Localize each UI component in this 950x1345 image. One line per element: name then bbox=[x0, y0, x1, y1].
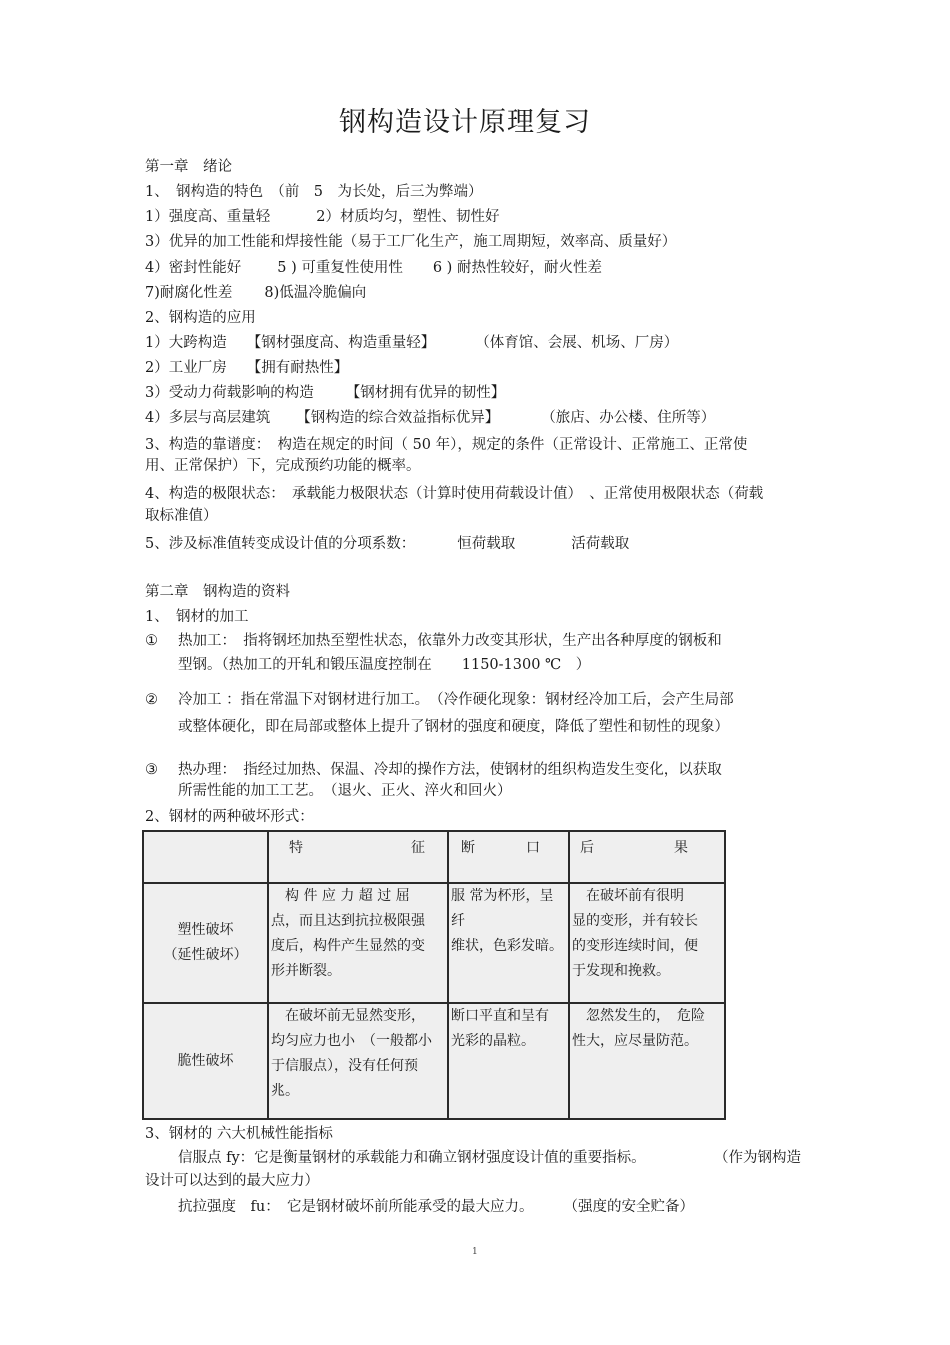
table-row-name bbox=[143, 1003, 268, 1119]
cell-line: 形并断裂。 bbox=[271, 963, 341, 979]
header-char: 特 bbox=[289, 840, 303, 856]
table-cell-feature bbox=[268, 883, 448, 1003]
text-span: 【拥有耐热性】 bbox=[246, 360, 349, 376]
row-sublabel: （延性破坏） bbox=[163, 947, 248, 963]
text-line: 所需性能的加工工艺。 （退火、正火、淬火和回火） bbox=[178, 783, 512, 799]
table-header-result bbox=[569, 831, 725, 883]
text-span: 4）多层与高层建筑 bbox=[145, 410, 271, 426]
text-span: 5、涉及标准值转变成设计值的分项系数： bbox=[145, 536, 416, 552]
text-line bbox=[178, 655, 590, 675]
cell-line: 服 常为杯形，呈纤 bbox=[451, 888, 554, 929]
text-span: （旅店、办公楼、住所等） bbox=[541, 410, 716, 426]
cell-line: 显的变形，并有较长 bbox=[572, 913, 698, 929]
text-line bbox=[145, 358, 348, 378]
text-line: 2、钢构造的应用 bbox=[145, 310, 256, 326]
text-line: 3）优异的加工性能和焊接性能（易于工厂化生产，施工周期短，效率高、质量好） bbox=[145, 234, 677, 250]
cell-line: 光彩的晶粒。 bbox=[451, 1033, 535, 1049]
text-span: 【钢材拥有优异的韧性】 bbox=[345, 385, 506, 401]
text-line bbox=[145, 534, 629, 554]
header-char: 口 bbox=[526, 840, 540, 856]
failure-modes-table bbox=[142, 830, 724, 1120]
text-line: （作为钢构造 bbox=[714, 1150, 801, 1166]
header-char: 果 bbox=[674, 840, 688, 856]
text-span: 【钢材强度高、构造重量轻】 bbox=[246, 335, 436, 351]
text-line: 信服点 fy：它是衡量钢材的承载能力和确立钢材强度设计值的重要指标。 bbox=[178, 1150, 646, 1166]
cell-line: 均匀应力也小 （一般都小 bbox=[271, 1033, 432, 1049]
text-span: 1）强度高、重量轻 bbox=[145, 209, 271, 225]
table-header-corner bbox=[143, 831, 268, 883]
text-span: （强度的安全贮备） bbox=[563, 1199, 694, 1215]
text-line bbox=[145, 258, 602, 278]
cell-line: 在破坏前有很明 bbox=[572, 888, 684, 904]
chapter-2-heading: 第二章 钢构造的资料 bbox=[145, 584, 290, 600]
text-span: 2）材质均匀，塑性、韧性好 bbox=[316, 209, 500, 225]
cell-line: 维状，色彩发暗。 bbox=[451, 938, 563, 954]
text-line: 2、钢材的两种破坏形式： bbox=[145, 809, 314, 825]
text-line: 1、 钢构造的特色 （前 5 为长处，后三为弊端） bbox=[145, 184, 483, 200]
page-number: 1 bbox=[472, 1247, 478, 1257]
table-header-feature bbox=[268, 831, 448, 883]
text-span: 型钢。（热加工的开轧和锻压温度控制在 bbox=[178, 657, 432, 673]
text-line: 3、构造的靠谱度： 构造在规定的时间（ 50 年），规定的条件（正常设计、正常施工、正常使 bbox=[145, 437, 748, 453]
cell-line: 在破坏前无显然变形， bbox=[271, 1008, 425, 1024]
text-line: 取标准值） bbox=[145, 508, 218, 524]
cell-line: 构 件 应 力 超 过 屈 bbox=[271, 888, 410, 904]
chapter-1-heading: 第一章 绪论 bbox=[145, 159, 232, 175]
text-span: 3）受动力荷载影响的构造 bbox=[145, 385, 314, 401]
text-span: 2）工业厂房 bbox=[145, 360, 227, 376]
row-label: 塑性破坏 bbox=[177, 922, 234, 938]
text-span: 1150-1300 ℃ ） bbox=[461, 657, 591, 673]
text-line bbox=[145, 207, 499, 227]
table-cell-result bbox=[569, 883, 725, 1003]
text-line: 1、 钢材的加工 bbox=[145, 609, 249, 625]
cell-line: 点，而且达到抗拉极限强 bbox=[271, 913, 425, 929]
text-span: 5 ) 可重复性使用性 bbox=[277, 260, 403, 276]
header-char: 后 bbox=[580, 840, 594, 856]
text-line: 或整体硬化，即在局部或整体上提升了钢材的强度和硬度，降低了塑性和韧性的现象） bbox=[178, 719, 729, 735]
text-span: 7)耐腐化性差 bbox=[145, 285, 233, 301]
cell-line: 断口平直和呈有 bbox=[451, 1008, 549, 1024]
table-cell-fracture bbox=[448, 883, 569, 1003]
table-cell-result bbox=[569, 1003, 725, 1119]
text-line: 热办理： 指经过加热、保温、冷却的操作方法，使钢材的组织构造发生变化，以获取 bbox=[178, 762, 722, 778]
text-line: 冷加工 ：指在常温下对钢材进行加工。 （冷作硬化现象：钢材经冷加工后，会产生局部 bbox=[178, 692, 734, 708]
table-cell-feature bbox=[268, 1003, 448, 1119]
text-line: 4、构造的极限状态： 承载能力极限状态（计算时使用荷载设计值） 、正常使用极限状态（荷载 bbox=[145, 486, 764, 502]
text-span: 【钢构造的综合效益指标优异】 bbox=[296, 410, 500, 426]
cell-line: 于发现和挽救。 bbox=[572, 963, 670, 979]
text-line bbox=[145, 408, 715, 428]
text-line: 热加工： 指将钢坯加热至塑性状态，依靠外力改变其形状，生产出各种厚度的钢板和 bbox=[178, 633, 722, 649]
text-span: 4）密封性能好 bbox=[145, 260, 242, 276]
list-marker: ① bbox=[145, 633, 158, 649]
text-line bbox=[145, 383, 505, 403]
text-line: 设计可以达到的最大应力） bbox=[145, 1173, 319, 1189]
list-marker: ③ bbox=[145, 762, 158, 778]
text-line: 3、钢材的 六大机械性能指标 bbox=[145, 1126, 333, 1142]
text-span: 恒荷载取 bbox=[457, 536, 516, 552]
header-char: 征 bbox=[411, 840, 425, 856]
text-span: 8)低温冷脆偏向 bbox=[264, 285, 367, 301]
text-span: 抗拉强度 fu： 它是钢材破坏前所能承受的最大应力。 bbox=[178, 1199, 534, 1215]
text-line: 用、正常保护）下，完成预约功能的概率。 bbox=[145, 458, 421, 474]
cell-line: 兆。 bbox=[271, 1083, 299, 1099]
text-line bbox=[145, 283, 366, 303]
text-line bbox=[178, 1197, 694, 1217]
row-label: 脆性破坏 bbox=[177, 1052, 234, 1069]
cell-line: 的变形连续时间，便 bbox=[572, 938, 698, 954]
cell-line: 度后，构件产生显然的变 bbox=[271, 938, 425, 954]
table-cell-fracture bbox=[448, 1003, 569, 1119]
text-span: 1）大跨构造 bbox=[145, 335, 227, 351]
cell-line: 于信服点），没有任何预 bbox=[271, 1058, 418, 1074]
text-span: 活荷载取 bbox=[571, 536, 630, 552]
list-marker: ② bbox=[145, 692, 158, 708]
document-title: 钢构造设计原理复习 bbox=[339, 107, 591, 138]
text-span: （体育馆、会展、机场、厂房） bbox=[475, 335, 679, 351]
cell-line: 忽然发生的， 危险 bbox=[572, 1008, 705, 1024]
table-row-name bbox=[143, 883, 268, 1003]
text-line bbox=[145, 333, 678, 353]
header-char: 断 bbox=[461, 840, 475, 856]
text-span: 6 ) 耐热性较好，耐火性差 bbox=[432, 260, 602, 276]
cell-line: 性大，应尽量防范。 bbox=[572, 1033, 698, 1049]
table-header-fracture bbox=[448, 831, 569, 883]
